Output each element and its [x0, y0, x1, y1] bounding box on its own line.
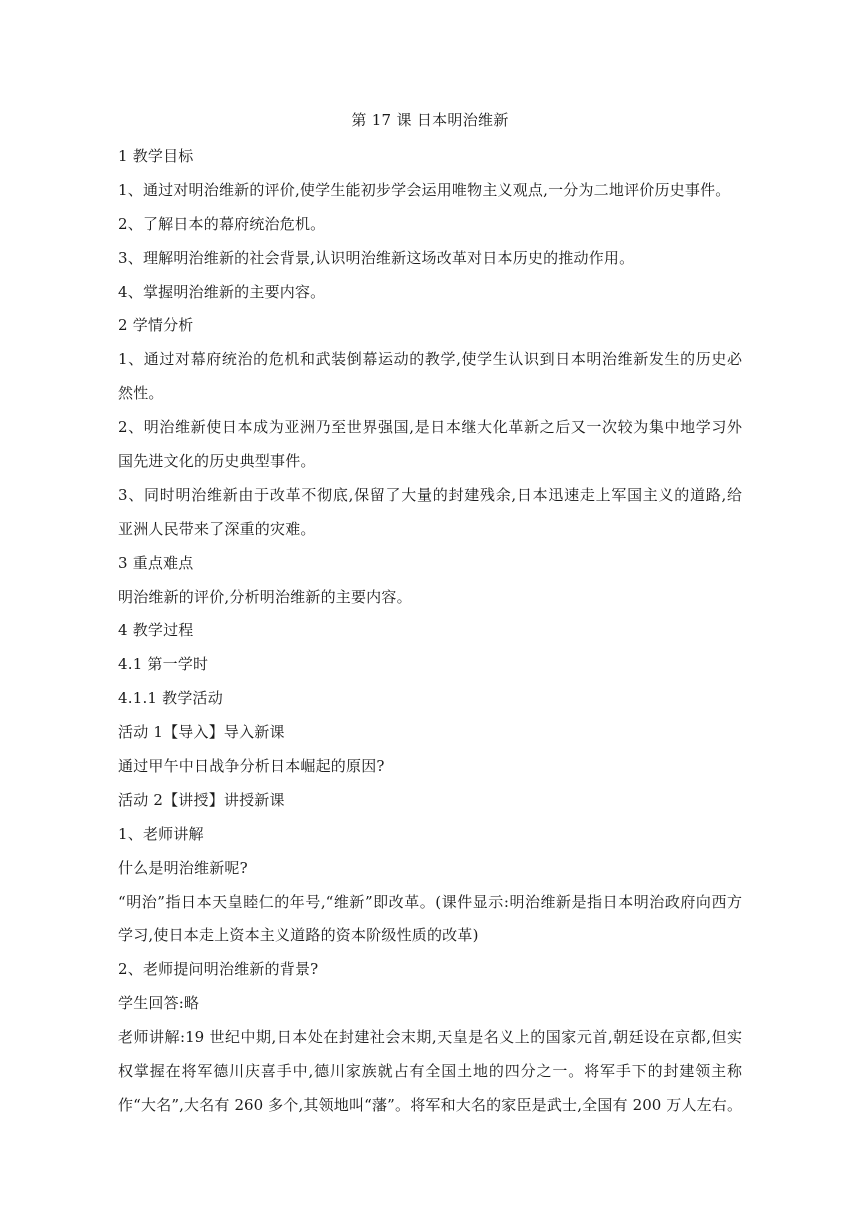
- text-line: 3、理解明治维新的社会背景,认识明治维新这场改革对日本历史的推动作用。: [118, 248, 635, 267]
- text-line: 什么是明治维新呢?: [118, 858, 248, 877]
- text-line: 通过甲午中日战争分析日本崛起的原因?: [118, 757, 385, 776]
- text-line: 活动 2【讲授】讲授新课: [118, 790, 285, 809]
- text-line: 4.1.1 教学活动: [118, 689, 223, 708]
- text-line: 学生回答:略: [118, 994, 200, 1013]
- text-line: 亚洲人民带来了深重的灾难。: [118, 519, 316, 538]
- text-line: 1、通过对明治维新的评价,使学生能初步学会运用唯物主义观点,一分为二地评价历史事件。: [118, 180, 731, 199]
- text-line: 3 重点难点: [118, 553, 194, 572]
- text-line: 4、掌握明治维新的主要内容。: [118, 282, 326, 301]
- text-line: 2、了解日本的幕府统治危机。: [118, 214, 326, 233]
- text-line: 4.1 第一学时: [118, 655, 209, 674]
- text-line: “明治”指日本天皇睦仁的年号,“维新”即改革。(课件显示:明治维新是指日本明治政府向西方: [118, 892, 742, 911]
- text-line: 1 教学目标: [118, 147, 194, 165]
- text-line: 4 教学过程: [118, 621, 194, 640]
- page-title: 第 17 课 日本明治维新: [351, 111, 509, 129]
- document-body: [118, 144, 742, 1127]
- text-line: 然性。: [118, 384, 164, 403]
- text-line: 作“大名”,大名有 260 多个,其领地叫“藩”。将军和大名的家臣是武士,全国有 200 万人左右。: [118, 1095, 742, 1114]
- text-line: 老师讲解:19 世纪中期,日本处在封建社会末期,天皇是名义上的国家元首,朝廷设在京都,但实: [118, 1028, 742, 1047]
- text-line: 1、通过对幕府统治的危机和武装倒幕运动的教学,使学生认识到日本明治维新发生的历史必: [118, 350, 742, 369]
- text-line: 3、同时明治维新由于改革不彻底,保留了大量的封建残余,日本迅速走上军国主义的道路,给: [118, 485, 742, 504]
- text-line: 学习,使日本走上资本主义道路的资本阶级性质的改革): [118, 926, 479, 945]
- text-line: 2、老师提问明治维新的背景?: [118, 960, 319, 979]
- text-line: 2 学情分析: [118, 316, 194, 335]
- text-line: 2、明治维新使日本成为亚洲乃至世界强国,是日本继大化革新之后又一次较为集中地学习外: [118, 418, 742, 437]
- text-line: 活动 1【导入】导入新课: [118, 723, 285, 742]
- text-line: 1、老师讲解: [118, 824, 204, 843]
- text-line: 国先进文化的历史典型事件。: [118, 452, 316, 471]
- text-line: 权掌握在将军德川庆喜手中,德川家族就占有全国土地的四分之一。将军手下的封建领主称: [118, 1062, 742, 1081]
- text-line: 明治维新的评价,分析明治维新的主要内容。: [118, 587, 412, 606]
